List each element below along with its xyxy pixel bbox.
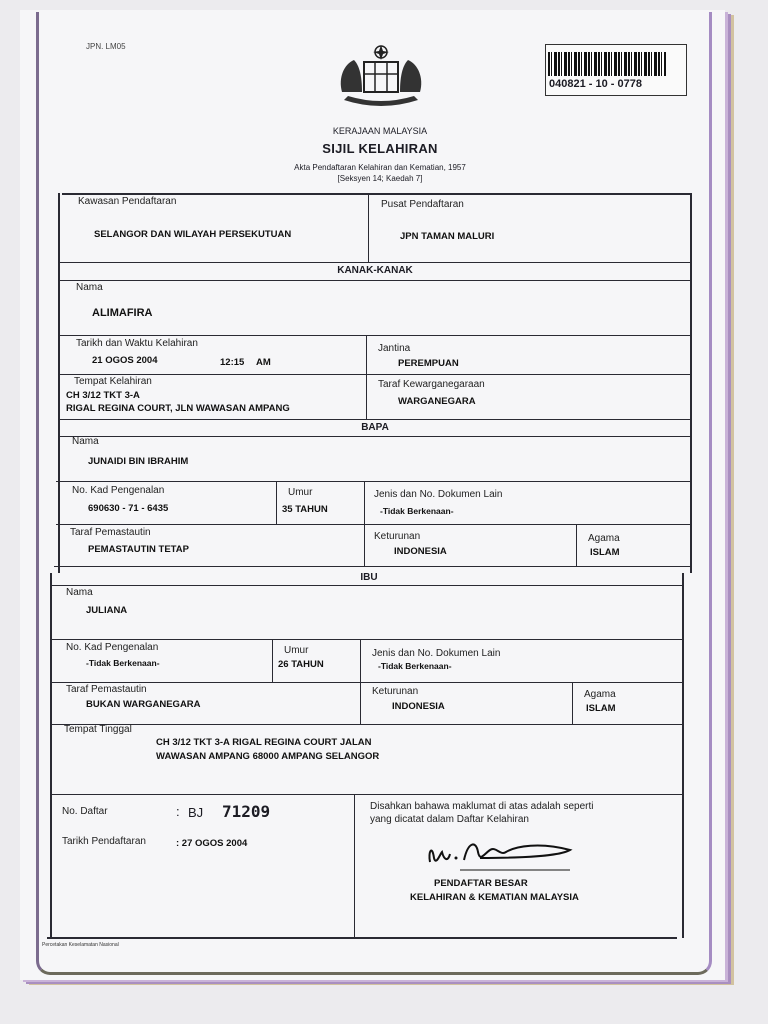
form-code: JPN. LM05 — [86, 42, 126, 51]
mother-ethnicity-value: INDONESIA — [392, 701, 445, 712]
gender-label: Jantina — [378, 343, 411, 354]
father-name-value: JUNAIDI BIN IBRAHIM — [88, 456, 189, 467]
table-border-right-lower — [682, 573, 684, 938]
act-reference: Akta Pendaftaran Kelahiran dan Kematian, 1957 — [294, 163, 466, 172]
birthplace-line2: RIGAL REGINA COURT, JLN WAWASAN AMPANG — [66, 403, 290, 414]
divider — [54, 566, 690, 567]
divider-v — [364, 481, 365, 566]
father-ic-label: No. Kad Pengenalan — [72, 485, 165, 496]
mother-religion-value: ISLAM — [586, 703, 616, 714]
residence-line1: CH 3/12 TKT 3-A RIGAL REGINA COURT JALAN — [156, 737, 372, 748]
registrar-signature — [420, 832, 580, 874]
birthplace-label: Tempat Kelahiran — [74, 376, 152, 387]
mother-doc-value: -Tidak Berkenaan- — [378, 661, 452, 671]
section-reference: [Seksyen 14; Kaedah 7] — [337, 174, 423, 183]
mother-name-value: JULIANA — [86, 605, 128, 616]
area-value: SELANGOR DAN WILAYAH PERSEKUTUAN — [94, 229, 292, 240]
father-religion-label: Agama — [588, 533, 620, 544]
divider — [60, 280, 690, 281]
divider-v — [360, 639, 361, 724]
divider-v — [354, 794, 355, 937]
child-name-label: Nama — [76, 282, 103, 293]
birthplace-line1: CH 3/12 TKT 3-A — [66, 390, 140, 401]
father-section-title: BAPA — [361, 422, 389, 433]
table-border-bottom — [47, 937, 677, 939]
coat-of-arms-emblem — [334, 42, 428, 112]
father-age-label: Umur — [288, 487, 313, 498]
divider — [52, 639, 684, 640]
divider-v — [572, 682, 573, 724]
divider — [60, 436, 690, 437]
reg-date-label: Tarikh Pendaftaran — [62, 836, 146, 847]
gender-value: PEREMPUAN — [398, 358, 459, 369]
reg-no-label: No. Daftar — [62, 806, 108, 817]
mother-ic-value: -Tidak Berkenaan- — [86, 658, 160, 668]
divider-v — [576, 524, 577, 566]
father-name-label: Nama — [72, 436, 99, 447]
citizenship-label: Taraf Kewarganegaraan — [378, 379, 485, 390]
residence-line2: WAWASAN AMPANG 68000 AMPANG SELANGOR — [156, 751, 380, 762]
mother-doc-label: Jenis dan No. Dokumen Lain — [372, 648, 501, 659]
mother-age-value: 26 TAHUN — [278, 659, 324, 670]
certify-line2: yang dicatat dalam Daftar Kelahiran — [370, 814, 529, 825]
birth-time: 12:15 — [220, 357, 245, 368]
father-ethnicity-value: INDONESIA — [394, 546, 447, 557]
table-border-left-upper — [58, 193, 60, 573]
reg-no-prefix: BJ — [188, 805, 204, 820]
child-name-value: ALIMAFIRA — [92, 307, 153, 319]
divider-v — [366, 335, 367, 419]
government-name: KERAJAAN MALAYSIA — [332, 126, 428, 136]
signer-title-line2: KELAHIRAN & KEMATIAN MALAYSIA — [410, 892, 579, 903]
father-residency-value: PEMASTAUTIN TETAP — [88, 544, 189, 555]
area-label: Kawasan Pendaftaran — [78, 196, 177, 207]
mother-ethnicity-label: Keturunan — [372, 686, 419, 697]
signer-title-line1: PENDAFTAR BESAR — [434, 878, 528, 889]
residence-label: Tempat Tinggal — [64, 724, 132, 735]
mother-residency-label: Taraf Pemastautin — [66, 684, 147, 695]
mother-age-label: Umur — [284, 645, 309, 656]
divider-v — [276, 481, 277, 524]
mother-religion-label: Agama — [584, 689, 616, 700]
divider — [60, 419, 690, 420]
center-value: JPN TAMAN MALURI — [400, 231, 495, 242]
divider — [60, 262, 690, 263]
reg-no-colon: : — [176, 804, 180, 819]
certificate-title: SIJIL KELAHIRAN — [322, 141, 438, 156]
serial-number: 040821 - 10 - 0778 — [549, 78, 642, 90]
divider — [52, 585, 684, 586]
father-ethnicity-label: Keturunan — [374, 531, 421, 542]
mother-residency-value: BUKAN WARGANEGARA — [86, 699, 201, 710]
divider — [60, 374, 690, 375]
father-age-value: 35 TAHUN — [282, 504, 328, 515]
barcode — [548, 52, 666, 76]
father-doc-label: Jenis dan No. Dokumen Lain — [374, 489, 503, 500]
mother-section-title: IBU — [360, 572, 378, 583]
certify-line1: Disahkan bahawa maklumat di atas adalah seperti — [370, 801, 594, 812]
table-border-top — [62, 193, 692, 195]
table-border-left-lower — [50, 573, 52, 938]
divider — [56, 481, 690, 482]
citizenship-value: WARGANEGARA — [398, 396, 476, 407]
divider — [60, 335, 690, 336]
father-doc-value: -Tidak Berkenaan- — [380, 506, 454, 516]
birth-date: 21 OGOS 2004 — [92, 355, 158, 366]
table-border-right-upper — [690, 193, 692, 573]
printer-note: Percetakan Keselamatan Nasional — [42, 942, 119, 948]
center-label: Pusat Pendaftaran — [381, 199, 464, 210]
reg-no-value: 71209 — [222, 802, 271, 821]
mother-name-label: Nama — [66, 587, 93, 598]
father-religion-value: ISLAM — [590, 547, 620, 558]
mother-ic-label: No. Kad Pengenalan — [66, 642, 159, 653]
divider — [52, 794, 684, 795]
birth-label: Tarikh dan Waktu Kelahiran — [76, 338, 198, 349]
divider — [52, 682, 684, 683]
father-residency-label: Taraf Pemastautin — [70, 527, 151, 538]
divider-v — [368, 193, 369, 262]
reg-date-value: : 27 OGOS 2004 — [176, 838, 248, 849]
divider — [56, 524, 690, 525]
divider-v — [272, 639, 273, 682]
child-section-title: KANAK-KANAK — [337, 265, 413, 276]
divider — [52, 724, 684, 725]
birth-ampm: AM — [256, 357, 271, 368]
father-ic-value: 690630 - 71 - 6435 — [88, 503, 169, 514]
